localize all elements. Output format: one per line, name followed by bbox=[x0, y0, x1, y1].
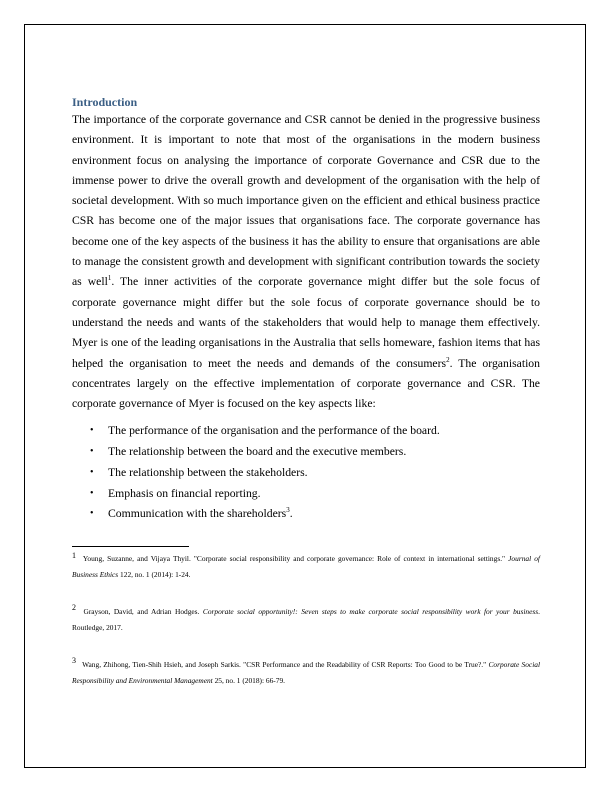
footnote-1 bbox=[72, 551, 540, 584]
list-item bbox=[72, 484, 540, 505]
intro-paragraph bbox=[72, 110, 540, 414]
list-item-text: The relationship between the board and the executive members. bbox=[108, 445, 407, 459]
footnote-text: Grayson, David, and Adrian Hodges. bbox=[80, 606, 203, 616]
footnote-2 bbox=[72, 604, 540, 637]
intro-text-part-2: . The inner activities of the corporate governance might differ but the sole focus of corporate governance might differ but the sole focus of corporate governance should be to understand the needs and wants of the stakeholders that would help to manage them effectively. Myer is one of the leading organisations in the Australia that sells homeware, fashion items that has helped the organisation to meet the needs and demands of the consumers bbox=[72, 275, 540, 370]
footnote-number: 1 bbox=[72, 550, 76, 560]
footnote-number: 3 bbox=[72, 656, 76, 666]
document-body bbox=[72, 95, 540, 689]
list-item bbox=[72, 504, 540, 525]
bullet-icon: • bbox=[90, 446, 94, 458]
bullet-icon: • bbox=[90, 425, 94, 437]
footnote-text-end: 25, no. 1 (2018): 66-79. bbox=[212, 676, 286, 685]
footnote-book-title: Corporate social opportunity!: Seven steps to make corporate social responsibility work for your business bbox=[202, 606, 539, 616]
list-item-text: Communication with the shareholders bbox=[108, 507, 287, 521]
footnote-text-end: . Routledge, 2017. bbox=[72, 606, 540, 633]
footnote-ref-2[interactable]: 2 bbox=[446, 355, 450, 364]
footnote-3 bbox=[72, 657, 540, 690]
footnote-text: Wang, Zhihong, Tien‐Shih Hsieh, and Joseph Sarkis. "CSR Performance and the Readability of CSR Reports: Too Good to be True?." bbox=[80, 659, 489, 669]
list-item-end: . bbox=[289, 507, 293, 521]
list-item-text: The relationship between the stakeholders. bbox=[108, 465, 308, 479]
footnote-separator bbox=[72, 546, 189, 547]
footnote-ref-1[interactable]: 1 bbox=[107, 274, 112, 283]
list-item bbox=[72, 463, 540, 484]
intro-text-part-1: The importance of the corporate governance and CSR cannot be denied in the progressive business environment. It is important to note that most of the organisations in the modern business environment focus on analysing the importance of corporate Governance and CSR due to the immense power to drive the overall growth and development of the organisation with the help of societal development. With so much importance given on the efficient and ethical business practice CSR has become one of the major issues that organisations face. The corporate governance has become one of the key aspects of the business it has the ability to ensure that organisations are able to manage the consistent growth and development with significant contribution towards the society as well bbox=[72, 113, 540, 289]
footnote-journal: Journal of Business Ethics bbox=[72, 553, 540, 580]
bullet-icon: • bbox=[90, 487, 94, 499]
list-item bbox=[72, 442, 540, 463]
footnote-ref-3[interactable]: 3 bbox=[286, 506, 290, 515]
key-aspects-list bbox=[72, 421, 540, 525]
bullet-icon: • bbox=[90, 508, 94, 520]
footnote-text: Young, Suzanne, and Vijaya Thyil. "Corporate social responsibility and corporate governance: Role of context in international settings." bbox=[80, 553, 509, 563]
intro-text-part-3: . The organisation concentrates largely on the effective implementation of corporate governance and CSR. The corporate governance of Myer is focused on the key aspects like: bbox=[72, 356, 540, 411]
section-heading: Introduction bbox=[72, 95, 138, 109]
footnote-number: 2 bbox=[72, 603, 76, 613]
footnote-text-end: 122, no. 1 (2014): 1-24. bbox=[118, 570, 191, 580]
footnote-journal: Corporate Social Responsibility and Environmental Management bbox=[72, 659, 540, 685]
list-item bbox=[72, 421, 540, 442]
list-item-text: Emphasis on financial reporting. bbox=[108, 486, 261, 500]
list-item-text: The performance of the organisation and the performance of the board. bbox=[108, 424, 440, 438]
bullet-icon: • bbox=[90, 466, 94, 478]
